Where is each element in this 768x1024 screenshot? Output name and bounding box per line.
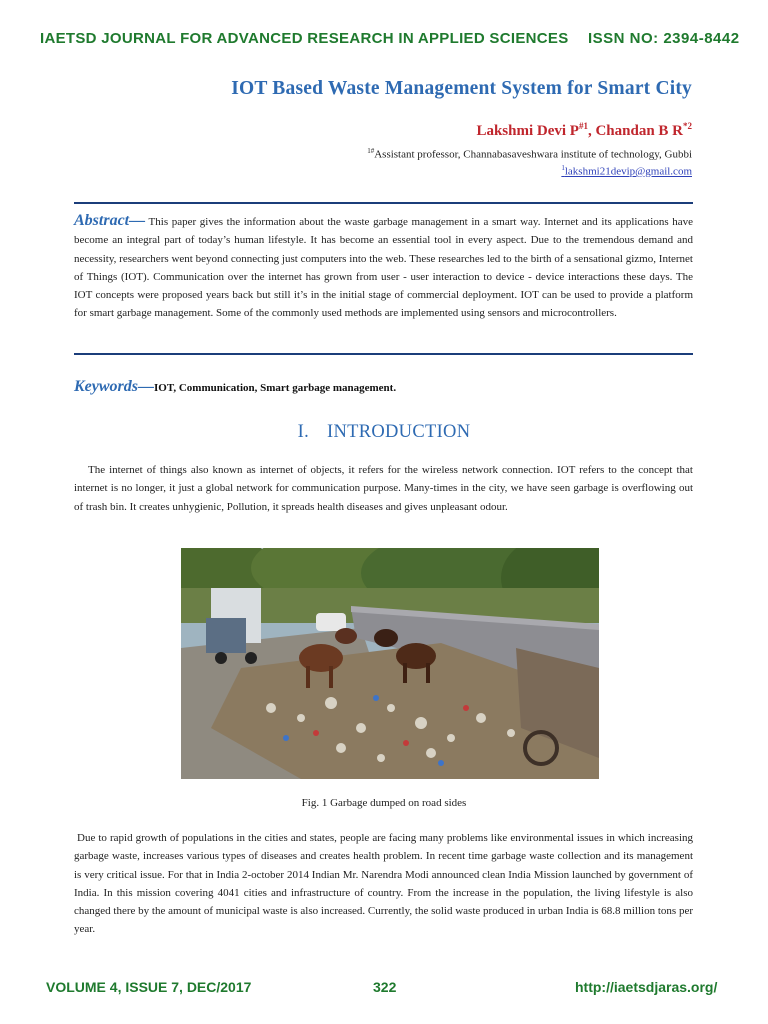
author-name: Chandan B R xyxy=(595,123,683,139)
issn-header: ISSN NO: 2394-8442 xyxy=(588,30,740,47)
section-heading xyxy=(0,422,768,443)
abstract-label: Abstract— xyxy=(74,212,146,229)
author-email-link[interactable] xyxy=(561,164,692,178)
garbage-road-photo xyxy=(181,548,599,779)
keywords-text: IOT, Communication, Smart garbage management. xyxy=(154,382,397,394)
abstract-bottom-rule xyxy=(74,353,693,355)
footer-volume: VOLUME 4, ISSUE 7, DEC/2017 xyxy=(46,979,252,995)
figure-caption: Fig. 1 Garbage dumped on road sides xyxy=(301,797,467,809)
abstract-block xyxy=(74,212,693,323)
intro-paragraph: The internet of things also known as internet of objects, it refers for the wireless network connection. IOT refers to the concept that internet is no longer, it just a global network for communication purpose. Many-times in the city, we have seen garbage is overflowing out of trash bin. It creates unhygienic, Pollution, it spreads health diseases and gives unpleasant odour. xyxy=(74,464,693,513)
email-text: lakshmi21devip@gmail.com xyxy=(564,165,692,178)
author-affiliation xyxy=(367,147,692,161)
journal-name-header: IAETSD JOURNAL FOR ADVANCED RESEARCH IN APPLIED SCIENCES xyxy=(40,30,569,47)
author-list xyxy=(476,121,692,140)
section-title: INTRODUCTION xyxy=(327,422,471,442)
affiliation-text: Assistant professor, Channabasaveshwara institute of technology, Gubbi xyxy=(374,148,692,161)
affiliation-superscript: 1# xyxy=(367,147,375,155)
author-separator: , xyxy=(587,123,596,139)
footer-url-link[interactable]: http://iaetsdjaras.org/ xyxy=(575,979,718,995)
author-superscript: #1 xyxy=(578,121,588,131)
keywords-label: Keywords— xyxy=(74,378,154,395)
paper-title: IOT Based Waste Management System for Smart City xyxy=(231,78,692,99)
footer-page-number: 322 xyxy=(373,979,397,995)
body-paragraph: Due to rapid growth of populations in the cities and states, people are facing many problems like environmental issues in which increasing garbage waste, increases various types of diseases and creates health problem. In recent time garbage waste collection and its management is very critical issue. For that in India 2-october 2014 Indian Mr. Narendra Modi announced clean India Mission launched by government of India. In this mission covering 4041 cities and infrastructure of country. From the increase in the population, the living lifestyle is also changed there by the amount of municipal waste is also increased. Currently, the solid waste produced in urban India is 68.8 million tons per year. xyxy=(74,832,693,936)
abstract-text: This paper gives the information about the waste garbage management in a smart way. Internet and its applications have become an integral part of today’s human lifestyle. It has become an essential tool in every aspect. Due to the tremendous demand and necessity, researchers went beyond connecting just computers into the web. These researches led to the birth of a sensational gizmo, Internet of Things (IOT). Communication over the internet has grown from user - user interaction to device - device interactions these days. The IOT concepts were proposed years back but still it’s in the initial stage of commercial deployment. IOT can be used to provide a platform for smart garbage management. Some of the commonly used methods are implemented using sensors and microcontrollers. xyxy=(74,216,693,320)
abstract-top-rule xyxy=(74,202,693,204)
section-number: I. xyxy=(297,422,309,442)
keywords-line xyxy=(74,378,396,396)
email-superscript: 1 xyxy=(561,164,565,172)
author-name: Lakshmi Devi P xyxy=(476,123,579,139)
author-superscript: *2 xyxy=(683,121,692,131)
